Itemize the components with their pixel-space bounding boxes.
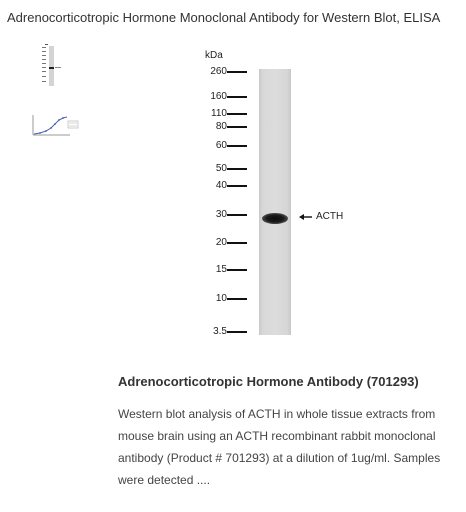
marker-15 [200,264,248,276]
marker-tick [227,185,247,187]
marker-tick [227,96,247,98]
marker-label: 20 [215,237,227,248]
marker-label: 50 [215,163,227,174]
marker-10 [200,293,248,305]
marker-label: 160 [210,91,227,102]
marker-label: 80 [215,121,227,132]
marker-tick [227,331,247,333]
blot-lane [259,69,291,335]
marker-3-5 [200,326,248,338]
marker-label: 60 [215,140,227,151]
marker-110 [200,108,248,120]
elisa-thumbnail[interactable] [30,113,80,139]
marker-260 [200,66,248,78]
marker-label: 3.5 [213,326,227,337]
marker-40 [200,180,248,192]
marker-50 [200,163,248,175]
marker-tick [227,168,247,170]
marker-label: 110 [211,108,227,119]
western-blot-image [200,50,370,345]
marker-label: 10 [215,293,227,304]
marker-label: 40 [215,180,227,191]
marker-80 [200,121,248,133]
marker-20 [200,237,248,249]
product-description: Western blot analysis of ACTH in whole tissue extracts from mouse brain using an ACTH recombinant rabbit monoclonal antibody (Product # 701293) at a dilution of 1ug/ml. Samples were detected .... [118,407,441,487]
marker-60 [200,140,248,152]
marker-160 [200,91,248,103]
marker-30 [200,209,248,221]
marker-label: 30 [215,209,227,220]
marker-tick [227,269,247,271]
marker-tick [227,145,247,147]
marker-tick [227,298,247,300]
marker-tick [227,242,247,244]
marker-tick [227,126,247,128]
marker-label: 260 [210,66,227,77]
marker-label: 15 [215,264,227,275]
marker-tick [227,71,247,73]
band-label: ACTH [316,211,344,222]
product-heading: Adrenocorticotropic Hormone Antibody (701293) [118,374,419,389]
western-blot-thumbnail[interactable] [34,41,68,91]
marker-tick [227,214,247,216]
blot-thumbnail-icon [34,41,68,91]
marker-tick [227,113,247,115]
acth-band [262,213,288,224]
kda-unit-label: kDa [205,50,223,61]
curve-thumbnail-icon [30,113,80,139]
arrow-left-icon [299,212,313,222]
page-title: Adrenocorticotropic Hormone Monoclonal Antibody for Western Blot, ELISA [7,10,441,25]
